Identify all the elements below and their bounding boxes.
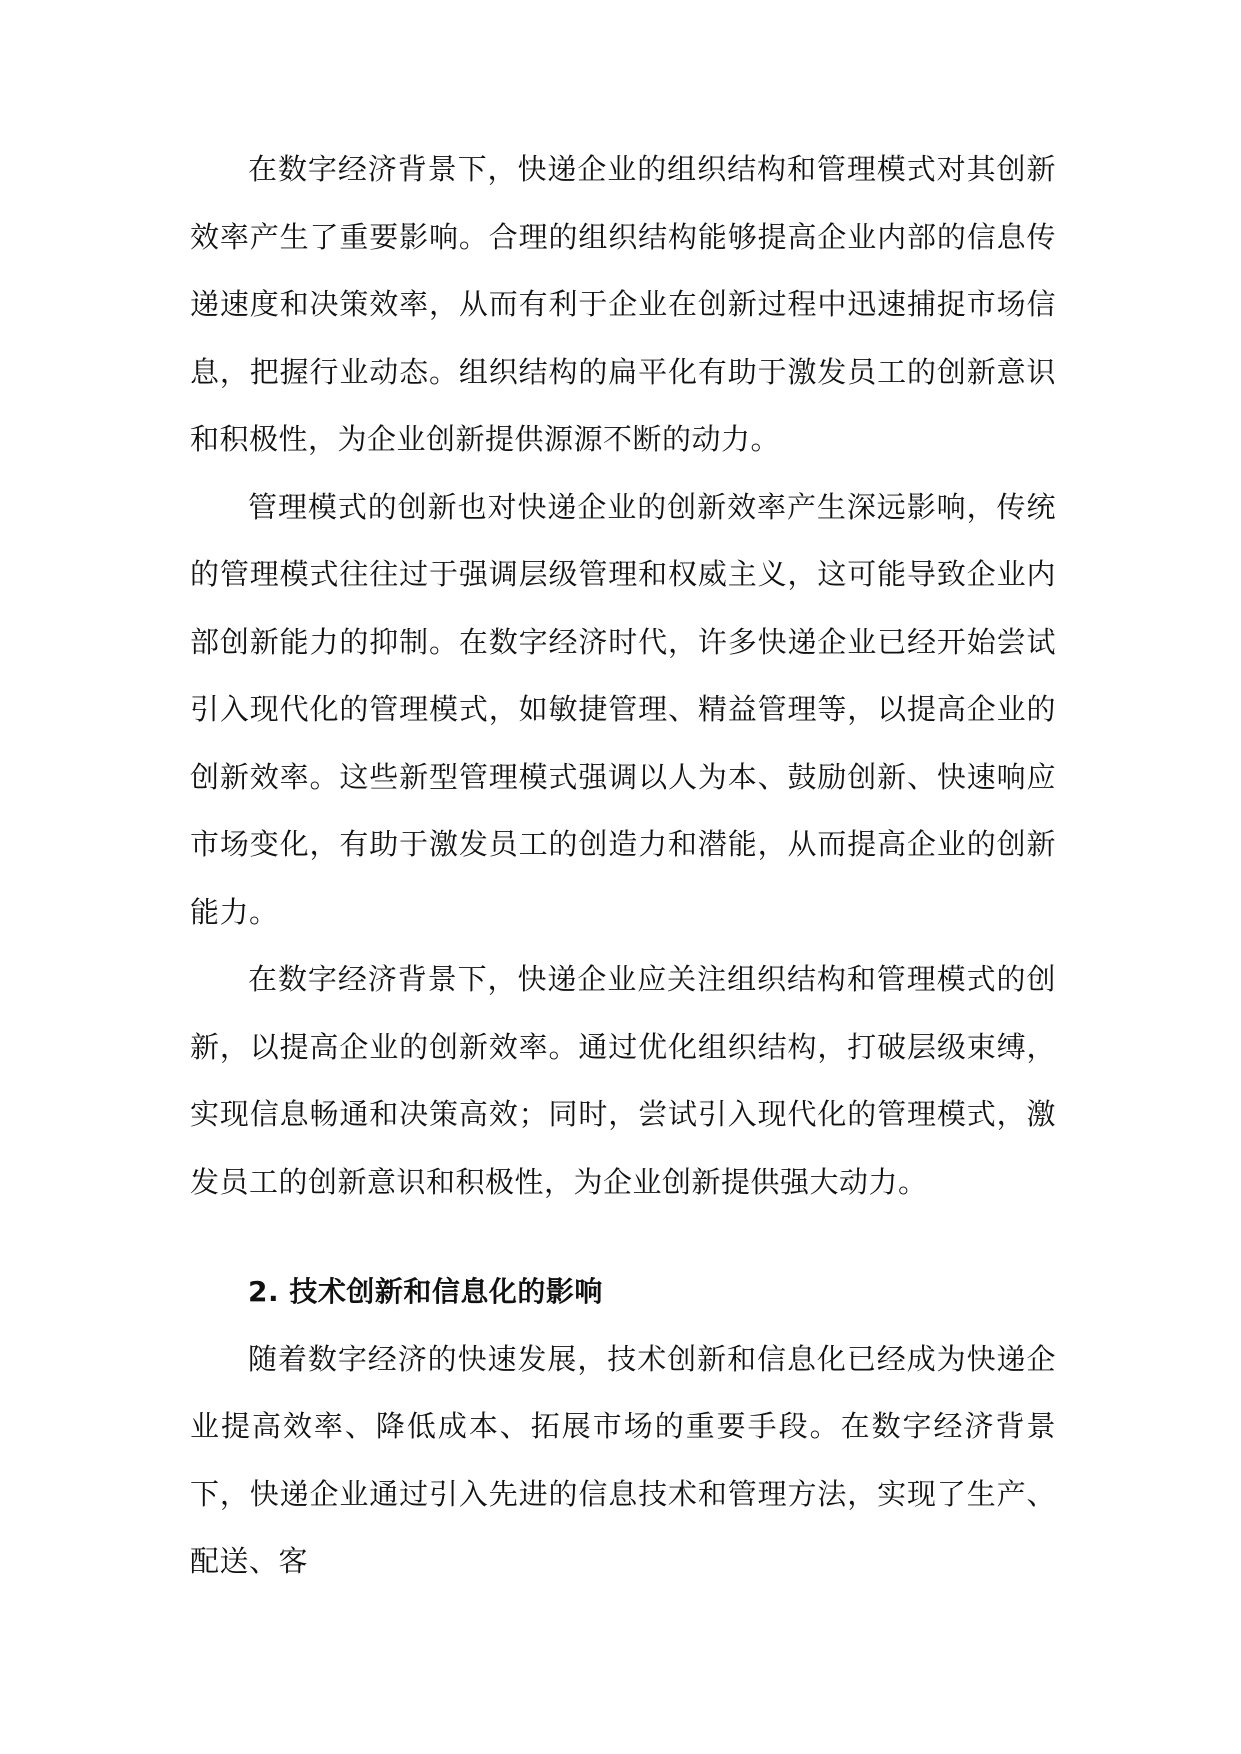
- paragraph-org-structure: 在数字经济背景下，快递企业的组织结构和管理模式对其创新效率产生了重要影响。合理的组织结构能够提高企业内部的信息传递速度和决策效率，从而有利于企业在创新过程中迅速捕捉市场信息，把握行业动态。组织结构的扁平化有助于激发员工的创新意识和积极性，为企业创新提供源源不断的动力。: [190, 152, 1056, 456]
- paragraph-conclusion: 在数字经济背景下，快递企业应关注组织结构和管理模式的创新，以提高企业的创新效率。通过优化组织结构，打破层级束缚，实现信息畅通和决策高效；同时，尝试引入现代化的管理模式，激发员工的创新意识和积极性，为企业创新提供强大动力。: [190, 962, 1056, 1199]
- paragraph-tech-innovation: 随着数字经济的快速发展，技术创新和信息化已经成为快递企业提高效率、降低成本、拓展市场的重要手段。在数字经济背景下，快递企业通过引入先进的信息技术和管理方法，实现了生产、配送、客: [190, 1341, 1056, 1578]
- document-body: [190, 136, 1056, 1596]
- paragraph-management-model: 管理模式的创新也对快递企业的创新效率产生深远影响，传统的管理模式往往过于强调层级管理和权威主义，这可能导致企业内部创新能力的抑制。在数字经济时代，许多快递企业已经开始尝试引入现代化的管理模式，如敏捷管理、精益管理等，以提高企业的创新效率。这些新型管理模式强调以人为本、鼓励创新、快速响应市场变化，有助于激发员工的创造力和潜能，从而提高企业的创新能力。: [190, 489, 1056, 929]
- section-heading: 2. 技术创新和信息化的影响: [248, 1275, 603, 1308]
